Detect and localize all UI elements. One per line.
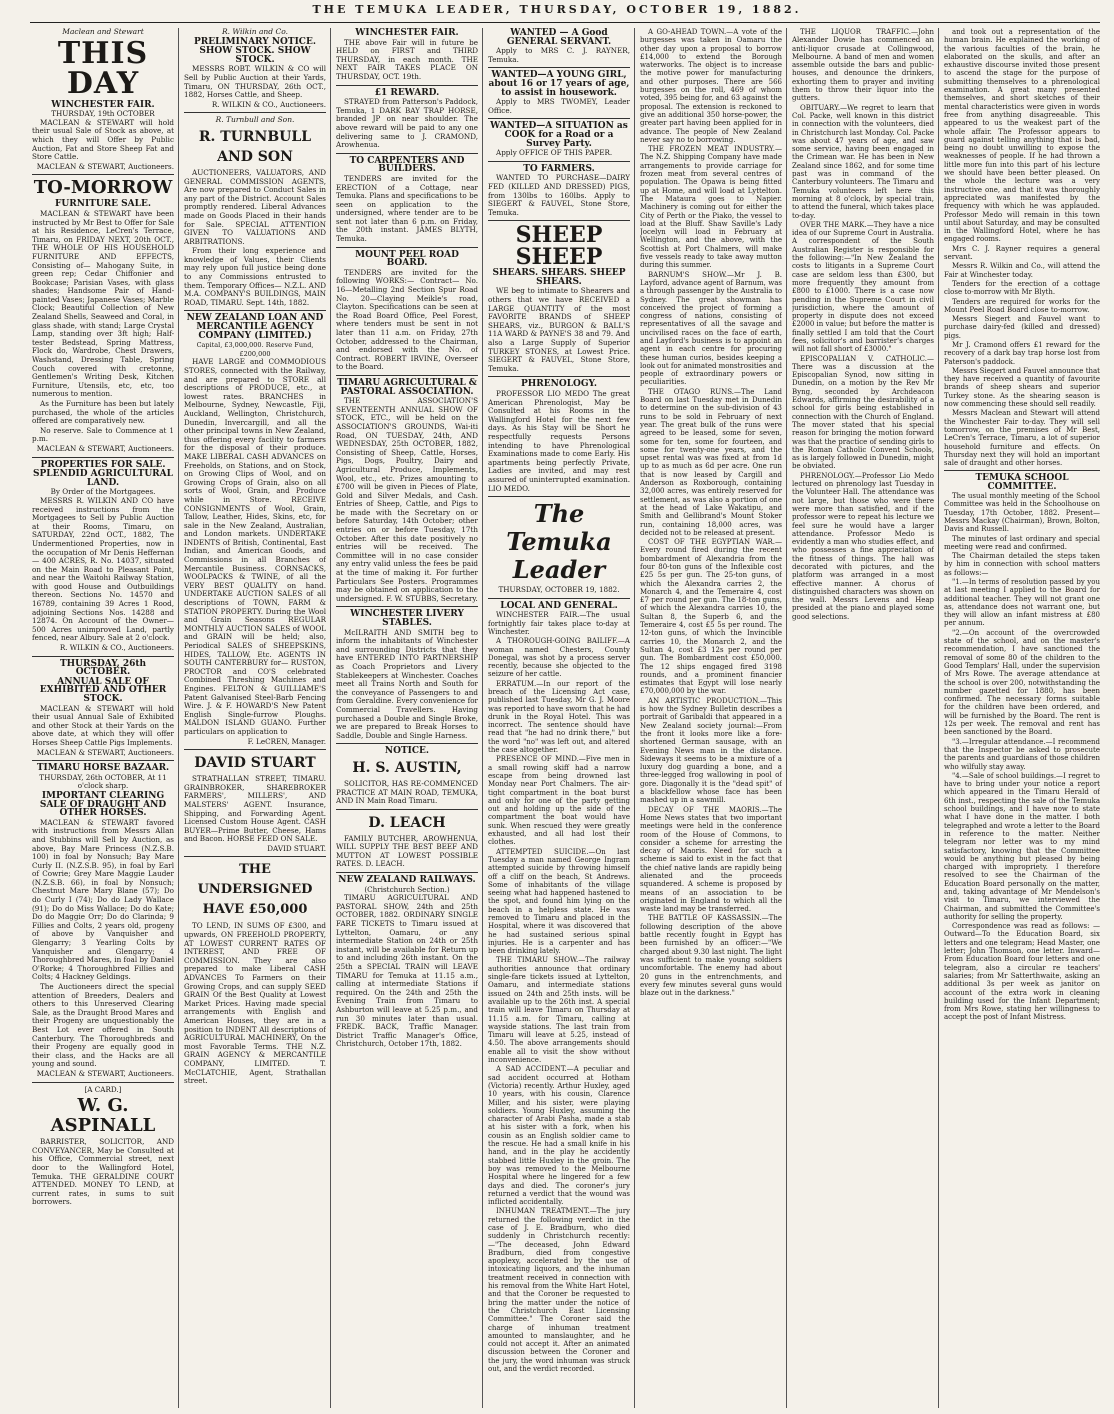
news-paragraph: OVER THE MARK.—They have a nice idea of our Supreme Court in Australia. A correspondent of the South Australian Register is responsible for the following:—"In New Zealand the costs to litigants in a Supreme Court case are seldom less than £300, but more frequently they amount from £800 to £1000. There is a case now pending in the Supreme Court in civil jurisdiction, where the amount of property in dispute does not exceed £2000 in value; but before the matter is finally settled I am told that the Court fees, solicitor's and barrister's charges will not fall short of £3000.": [792, 220, 934, 354]
news-paragraph: A GO-AHEAD TOWN.—A vote of the burgesses was taken in Oamaru the other day upon a proposal to borrow £14,000 to extend the Borough waterworks. The object is to increase the motive power for manufacturing and other purposes. There are 566 burgesses on the roll, 469 of whom voted, 395 being for, and 63 against the proposal. The extension is reckoned to give an additional 350 horse-power, the greater part having been applied for in advance. The people of New Zealand never say no to borrowing.: [640, 28, 782, 144]
news-paragraph: THE LIQUOR TRAFFIC.—John Alexander Dowie has commenced an anti-liquor crusade at Collingwood, Melbourne. A band of men and women assemble outside the bars and public-houses, and denounce the drinkers, exhorting them to prayer and inviting them to throw their liquor into the gutters.: [792, 28, 934, 103]
divider: [32, 457, 174, 458]
ad-headline: £1 REWARD.: [374, 87, 440, 98]
column-rule: [938, 28, 939, 1408]
news-paragraph: The minutes of last ordinary and special meeting were read and confirmed.: [944, 534, 1100, 551]
news-paragraph: Mr J. Cramond offers £1 reward for the recovery of a dark bay trap horse lost from Paterson's paddock.: [944, 340, 1100, 366]
divider: [336, 872, 478, 873]
ad-subheading: SHEARS. SHEARS. SHEEP SHEARS.: [492, 268, 626, 287]
news-paragraph: ERRATUM.—In our report of the breach of the Licensing Act case, published last Tuesday, Mr G. J. Moore was reported to have sworn that he had drunk in the Royal Hotel. This was incorrect. The sentence should have read that "he had no drink there," but the word "no" was left out, and altered the case altogether.: [488, 679, 630, 755]
column-rule: [786, 28, 787, 1408]
ad-signature: MACLEAN & STEWART, Auctioneers.: [36, 443, 174, 453]
news-paragraph: OBITUARY.—We regret to learn that Col. Packe, well known in this district in connection with the volunteers, died in Christchurch last Monday. Col. Packe was about 47 years of age, and saw some service, having been engaged in the Crimean war. He has been in New Zealand since 1862, and for some time past was in command of the Canterbury volunteers. The Timaru and Temuka volunteers left here this morning at 8 o'clock, by special train, to attend the funeral, which takes place to-day.: [792, 103, 934, 220]
news-paragraph: BARNUM'S SHOW.—Mr J. B. Layford, advance agent of Barnum, was a through passenger by the Australia to Sydney. The great showman has conceived the project of forming a congress of nations, consisting of representatives of all the savage and uncivilised races on the face of earth, and Layford's business is to appoint an agent in each centre for procuring these human curios, besides keeping a look out for animated monstrosities and people of extraordinary powers or peculiarities.: [640, 270, 782, 387]
ad-subheading: FURNITURE SALE.: [55, 199, 151, 210]
news-paragraph: ATTEMPTED SUICIDE.—On last Tuesday a man named George Ingram attempted suicide by throwing himself off a cliff on the beach, St Andrews. Some of inhabitants of the village seeing what had happened hastened to the spot, and found him lying on the beach in a helpless state. He was removed to Timaru and placed in the Hospital, where it was discovered that he had sustained serious spinal injuries. He is a carpenter and has been drinking lately.: [488, 847, 630, 956]
news-paragraph: Mrs C. J. Rayner requires a general servant.: [944, 244, 1100, 262]
ad-date: THURSDAY, 19th OCTOBER: [51, 109, 155, 119]
ad-headline: WANTED—A YOUNG GIRL, about 16 or 17 years of age, to assist in housework.: [488, 70, 630, 98]
ad-headline: NOTICE.: [384, 746, 430, 757]
ad-note: By Order of the Mortgagees.: [50, 487, 156, 497]
divider: [336, 247, 478, 248]
ad-body: THE above Fair will in future be HELD on FIRST and THIRD THURSDAY, in each month. THE NEXT FAIR TAKES PLACE ON THURSDAY, OCT. 19th.: [336, 37, 478, 81]
card-label: [A CARD.]: [84, 1084, 122, 1094]
divider: [488, 598, 630, 599]
ad-body: SOLICITOR, HAS RE-COMMENCED PRACTICE AT MAIN ROAD, TEMUKA, AND IN Main Road Timaru.: [336, 778, 478, 806]
ad-body: THE ASSOCIATION'S SEVENTEENTH ANNUAL SHOW OF STOCK, ETC., will be held on the ASSOCIATION'S GROUNDS, Wai-iti Road, ON TUESDAY, 24th, AND WEDNESDAY, 25th OCTOBER, 1882, Consisting of Sheep, Cattle, Horses, Pigs, Dogs, Poultry, Dairy and Agricultural Produce, Implements, Wool, etc., etc. Prizes amounting to £700 will be given in Pieces of Plate, Gold and Silver Medals, and Cash. Entries of Sheep, Cattle, and Pigs to be made with the Secretary on or before Saturday, 14th October; other entries on or before Tuesday, 17th October. After this date positively no entries will be received. The Committee will in no case consider any entry valid unless the fees be paid at the time of making it. For further Particulars See Posters. Programmes may be obtained on application to the undersigned. F. W. STUBBS, Secretary.: [336, 396, 478, 603]
ad-headline: NEW ZEALAND LOAN AND MERCANTILE AGENCY COMPANY (LIMITED.): [186, 313, 324, 341]
news-paragraph: The Chairman detailed the steps taken by him in connection with school matters as follows:—: [944, 552, 1100, 577]
ad-headline: WANTED — A Good GENERAL SERVANT.: [506, 28, 612, 47]
divider: [184, 856, 326, 857]
ad-body: Apply OFFICE OF THIS PAPER.: [496, 148, 613, 158]
news-paragraph: "2.—On account of the overcrowded state of the school, and on the master's recommendation, I have sanctioned the removal of some 80 of the children to the Good Templars' Hall, under the supervision of Mrs Rowe. The average attendance at the school is over 200, notwithstanding the number gazetted for 1880, has been confirmed. The necessary forms suitable for the children have been ordered, and will be furnished by the Board. The rent is 12s per week. The removal and rent has been sanctioned by the Board.: [944, 628, 1100, 737]
divider: [32, 760, 174, 761]
issue-date: THURSDAY, OCTOBER 19, 1882.: [498, 585, 620, 595]
news-paragraph: DECAY OF THE MAORIS.—The Home News states that two important meetings were held in the conference room of the House of Commons, to consider a scheme for arresting the decay of Maoris. Need for such a scheme is said to exist in the fact that the chief native lands are rapidly being alienated and the proceeds squandered. A scheme is proposed by means of an association to be originated in England to which all the waste land may be transferred.: [640, 805, 782, 914]
ad-body: HAVE LARGE and COMMODIOUS STORES, connected with the Railway, and are prepared to STORE all descriptions of PRODUCE, etc., at lowest rates. BRANCHES in Melbourne, Sydney, Newcastle, Fiji, Auckland, Wellington, Christchurch, Dunedin, Invercargill, and all the other principal towns in New Zealand, thus offering every facility to farmers for the disposal of their produce. MAKE LIBERAL CASH ADVANCES on Freeholds, on Stations, and on Stock, on Growing Clips of Wool, and on Growing Crops of Grain, also on all sorts of Wool, Grain, and Produce while in Store. RECEIVE CONSIGNMENTS of Wool, Grain, Tallow, Leather, Hides, Skins, etc, for sale in the New Zealand, Australian, and London markets. UNDERTAKE INDENTS of British, Continental, East Indian, and American Goods, and Commissions in all Branches of Mercantile Business. CORNSACKS, WOOLPACKS & TWINE, of all the VERY BEST QUALITY on hand. UNDERTAKE AUCTION SALES of all descriptions of TOWN, FARM & STATION PROPERTY. During the Wool and Grain Seasons REGULAR MONTHLY AUCTION SALES of WOOL and GRAIN will be held; also, Periodical SALES of SHEEPSKINS, HIDES, TALLOW, Etc. AGENTS IN SOUTH CANTERBURY for— RUSTON, PROCTOR and CO'S celebrated Combined Threshing Machines and Engines. FELTON & GUILLIAME'S Patent Galvanised Steel-Barb Fencing Wire. J. & F. HOWARD'S New Patent English Single-furrow Ploughs. MALDON ISLAND GUANO. Further particulars on application to: [184, 357, 326, 736]
masthead-rule: [30, 22, 1100, 23]
news-paragraph: "3.—Irregular attendance.—I recommend that the Inspector be asked to prosecute the parents and guardians of those children who wilfully stay away.: [944, 737, 1100, 771]
news-paragraph: The usual monthly meeting of the School Committee was held in the Schoolhouse on Tuesday, 17th October, 1882. Present—Messrs Mackay (Chairman), Brown, Bolton, Davis and Russell.: [944, 492, 1100, 534]
ad-headline: R. TURNBULL AND SON: [198, 128, 312, 165]
news-paragraph: THE FROZEN MEAT INDUSTRY.—The N.Z. Shipping Company have made arrangements to provide carriage for frozen meat from several centres of population. The Opawa is being fitted up at Home, and will load at Lyttelton. The Mataura goes to Napier. Machinery is coming out for either the City of Perth or the Piako, the vessel to load at the Bluff. Shaw Saville's Lady Jocelyn will load in February at Wellington, and the above, with the Scottish at Port Chalmers, will make five vessels ready to take away mutton during this summer.: [640, 145, 782, 270]
ad-headline: D. LEACH: [368, 814, 446, 831]
ad-body: As the Furniture has been but lately purchased, the whole of the articles offered are comparatively new.: [32, 399, 174, 426]
ad-subheading: WINCHESTER FAIR.: [51, 99, 155, 110]
ad-date: THURSDAY, 26th OCTOBER, At 11 o'clock sharp.: [39, 772, 167, 791]
ad-signature: MACLEAN & STEWART, Auctioneers.: [36, 1068, 174, 1078]
ad-headline: W. G. ASPINALL: [50, 1095, 156, 1137]
ad-subheading: IMPORTANT CLEARING SALE OF DRAUGHT AND OTHER HORSES.: [39, 790, 167, 819]
ad-body: FAMILY BUTCHER, AROWHENUA, WILL SUPPLY THE BEST BEEF AND MUTTON AT LOWEST POSSIBLE RATES. D. LEACH.: [336, 833, 478, 869]
news-paragraph: A THOROUGH-GOING BAILIFF.—A woman named Chesters, County Donegal, was shot by a process server recently, because she objected to the seizure of her cattle.: [488, 637, 630, 679]
news-paragraph: THE BATTLE OF KASSASSIN.—The following description of the above battle recently fought in Egypt has been furnished by an officer:—"We charged about 9.30 last night. The light was sufficient to make young soldiers uncomfortable. The enemy had about 20 guns in the entrenchments, and every few minutes several guns would blaze out in the darkness.": [640, 914, 782, 998]
ad-headline: PHRENOLOGY.: [521, 379, 597, 390]
news-paragraph: INHUMAN TREATMENT.—The jury returned the following verdict in the case of J. E. Bradburn, who died suddenly in Christchurch recently:—"The deceased, John Edward Bradburn, died from congestive apoplexy, accelerated by the use of intoxicating liquors, and the inhuman treatment received in connection with his removal from the White Hart Hotel, and that the Coroner be requested to bring the matter under the notice of the Christchurch East Licensing Committee." The Coroner said the charge of inhuman treatment amounted to manslaughter, and he could not accept it. After an animated discussion between the Coroner and the jury, the word inhuman was struck out, and the verdict recorded.: [488, 1207, 630, 1374]
ad-signature: DAVID STUART.: [267, 843, 326, 853]
divider: [336, 809, 478, 810]
ad-body: MESSRS ROBT. WILKIN & CO will Sell by Public Auction at their Yards, Timaru, ON THURSDAY, 26th OCT., 1882, Horses Cattle, and Sheep.: [184, 64, 326, 100]
ad-body: TENDERS are invited for the ERECTION of a Cottage, near Temuka. Plans and specifications to be seen on application to the undersigned, where tender are to be sent not later than 6 p.m. on Friday, the 20th instant. JAMES BLYTH, Temuka.: [336, 173, 478, 244]
divider: [488, 161, 630, 162]
divider: [488, 376, 630, 377]
news-paragraph: "1.—In terms of resolution passed by you at last meeting I applied to the Board for additional teacher. They will not grant one as, attendance does not warrant one, but they will allow an infant mistress at £80 per annum.: [944, 578, 1100, 628]
ad-headline: PROPERTIES FOR SALE.: [40, 459, 166, 470]
news-paragraph: PRESENCE OF MIND.—Five men in a small rowing skiff had a narrow escape from being drowned last Monday near Port Chalmers. The air-tight compartment in the boat burst and only for one of the party getting out and holding up the side of the compartment the boat would have sunk. When rescued they were greatly exhausted, and all had lost their clothes.: [488, 755, 630, 847]
ad-headline: THURSDAY, 26th OCTOBER.: [59, 658, 147, 678]
advertiser-name: R. Turnbull and Son.: [215, 115, 295, 125]
newspaper-title: The Temuka Leader: [506, 499, 612, 585]
advertiser-name: R. Wilkin and Co.: [222, 28, 288, 36]
ad-headline: WINCHESTER FAIR.: [355, 28, 459, 38]
divider: [184, 112, 326, 113]
ad-signature: MACLEAN & STEWART, Auctioneers.: [36, 161, 174, 171]
ad-body: Apply to MRS TWOMEY, Leader Office.: [488, 97, 630, 115]
ad-subheading: SHOW STOCK. SHOW STOCK.: [199, 46, 311, 65]
section-heading: TEMUKA SCHOOL COMMITTEE.: [975, 473, 1069, 492]
ad-body: AUCTIONEERS, VALUATORS, AND GENERAL COMMISSION AGENTS, Are now prepared to Conduct Sales in any part of the District. Account Sales promptly rendered. Liberal Advances made on Goods Placed in their hands for Sale. SPECIAL ATTENTION GIVEN TO VALUATIONS AND ARBITRATIONS.: [184, 167, 326, 246]
ad-body: WANTED TO PURCHASE—DAIRY FED (KILLED AND DRESSED) PIGS, from 130lbs to 160lbs. Apply to SIEGERT & FAUVEL, Stone Store, Temuka.: [488, 173, 630, 217]
column-rule: [482, 28, 483, 1408]
column-2: [184, 28, 326, 1408]
ad-body: PROFESSOR LIO MEDO The great American Phrenologist, May be Consulted at his Rooms in the Wallingford Hotel for the next few days. As his Stay will be Short he respectfully requests Persons intending to have Phrenological Examinations made to come Early. His apartments being perfectly Private, Ladies are invited, and may rest assured of uninterrupted examination. LIO MEDO.: [488, 389, 630, 493]
column-1: [32, 28, 174, 1408]
ad-body: MACLEAN & STEWART favored with instructions from Messrs Allan and Stubbins will Sell by Auction, as above, Bay Mare Princess (N.Z.S.B. 100) in foal by Nonsuch; Bay Mare Curly II. (N.Z.S.B. 95), in foal by Earl of Cowrie; Grey Mare Maggie Lauder (N.Z.S.B. 66), in foal by Nonsuch; Chestnut Mare Mary Blane (57); Do do Curly I (74); Do do Lady Wallace (91); Do do Miss Wallace; Do do Kate; Do do Maggie Orr; Do do Clarinda; 9 Fillies and Colts, 2 years old, progeny of above by Vanquisher and Glengarry; 3 Yearling Colts by Vanquisher and Glengarry; 4 Thoroughbred Mares, in foal by Daniel O'Rorke; 4 Thoroughbred Fillies and Colts; 4 Hackney Geldings.: [32, 817, 174, 982]
ad-headline: THE UNDERSIGNED HAVE £50,000: [197, 862, 313, 918]
ad-body: BARRISTER, SOLICITOR, AND CONVEYANCER, May be Consulted at his Office, Commercial street, next door to the Wallingford Hotel, Temuka. THE GERALDINE COURT ATTENDED. MONEY TO LEND, at current rates, in sums to suit borrowers.: [32, 1137, 174, 1207]
page-masthead: THE TEMUKA LEADER, THURSDAY, OCTOBER 19, 1882.: [312, 3, 802, 16]
news-paragraph: PHRENOLOGY.—Professor Lio Medo lectured on phrenology last Tuesday in the Volunteer Hall. The attendance was not large, but those who were there were more than satisfied, and if the professor were to repeat his lecture we feel sure he would have a larger attendance. Professor Medo is evidently a man who studies effect, and who possesses a fine appreciation of the fitness of things. The hall was decorated with pictures, and the platform was arranged in a most effective manner. A chorus of distinguished characters was shown on the wall. Messrs Levens and Heap presided at the piano and played some good selections.: [792, 471, 934, 621]
ad-signature: R. WILKIN & CO., Auctioneers.: [211, 99, 326, 109]
divider: [488, 118, 630, 119]
divider: [944, 470, 1100, 471]
ad-headline: DAVID STUART: [194, 755, 316, 772]
divider: [336, 606, 478, 607]
ad-subheading: SPLENDID AGRICULTURAL LAND.: [33, 469, 173, 488]
news-paragraph: THE OTAGO RUNS.—The Land Board on last Tuesday met in Dunedin to determine on the sub-division of 43 runs to be sold in February of next year. The great bulk of the runs were agreed to be leased, some for seven, some for ten, some for fourteen, and some for twenty-one years, and the upset rental was was fixed at from 1d up to as much as 6d per acre. One run that is now leased by Cargill and Anderson as Roxborough, containing 32,000 acres, was entirely reserved for settlement, as was also a portion of one at the head of Lake Wakatipu, and Smith and Gellibrand's Mount Stoker run, containing 18,000 acres, was decided not to be released at present.: [640, 387, 782, 537]
divider: [488, 67, 630, 68]
ad-body: MACLEAN & STEWART have been instructed by Mr Best to Offer for Sale at his Residence, LeCren's Terrace, Timaru, on FRIDAY NEXT, 20th OCT., THE WHOLE OF HIS HOUSEHOLD FURNITURE AND EFFECTS, Consisting of— Mahogany Suite, in green rep; Cedar Chiffonier and Bookcase; Parisian Vases, with glass shades; Handsome Pair of Hand-painted Vases; Japanese Vases; Marble Clock; Beautiful Collection of New Zealand Shells, Seaweed and Coral, in glass shade, with stand; Large Crystal Lamp, standing over 3ft high; Half-tester Bedstead, Spring Mattress, Flock do, Wardrobe, Chest Drawers, Washstand, Dressing Table, Spring Couch covered with cretonne, Gentlemen's Writing Desk, Kitchen Furniture, Utensils, etc, etc, too numerous to mention.: [32, 208, 174, 399]
ad-body: The Auctioneers direct the special attention of Breeders, Dealers and others to this Unreserved Clearing Sale, as the Draught Brood Mares and their Progeny are unquestionably the Best Lot ever offered in South Canterbury. The Thoroughbreds and their Progeny are equally good in their class, and the Hacks are all young and sound.: [32, 982, 174, 1069]
ad-headline: TIMARU HORSE BAZAAR.: [36, 763, 170, 774]
column-rule: [330, 28, 331, 1408]
news-paragraph: and took out a representation of the human brain. He explained the working of the various faculties of the brain, he elaborated on the skulls, and after an exhaustive discourse invited those present to ascend the stage for the purpose of submitting themselves to a phrenological examination. A great many presented themselves, and short sketches of their mental characteristics were given in words free from anything disagreeable. This appeared to us the weakest part of the whole affair. The Professor appears to guard against telling anything that is bad, being no doubt unwilling to expose the weaknesses of people. If he had thrown a little more fun into this part of his lecture we should have been better pleased. On the whole the lecture was a very instructive one, and that it was thoroughly appreciated was manifested by the frequency with which he was applauded. Professor Medo will remain in this town until about Saturday, and may be consulted in the Wallingford Hotel, where he has engaged rooms.: [944, 28, 1100, 244]
column-5: [640, 28, 782, 1408]
divider: [336, 743, 478, 744]
divider: [488, 496, 630, 497]
news-paragraph: WINCHESTER FAIR.—The usual fortnightly fair takes place to-day at Winchester.: [488, 611, 630, 636]
divider: [32, 656, 174, 657]
ad-body: STRATHALLAN STREET, TIMARU. GRAINBROKER, SHAREBROKER FARMERS', MILLERS', AND MALSTERS' AGENT. Insurance, Shipping, and Forwarding Agent. Licensed Custom House Agent. CASH BUYER—Prime Butter, Cheese, Hams and Bacon. HORSE FEED ON SALE.: [184, 774, 326, 844]
ad-body: TENDERS are invited for the following WORKS:— Contract— No. 16—Metalling 2nd Section Spur Road No. 20—Claying Meikle's road, Clayton. Specifications can be seen at the Road Board Office, Peel Forest, where tenders must be sent in not later than 11 a.m. on Friday, 27th October, addressed to the Chairman, and endorsed with the No. of Contract. ROBERT IRVINE, Overseer to the Board.: [336, 267, 478, 372]
ad-subheading: (Christchurch Section.): [364, 884, 450, 894]
ad-body: From their long experience and knowledge of Values, their Clients may rely upon full justice being done to any Commissions entrusted to them. Temporary Offices— N.Z.L. AND M.A. COMPANY'S BUILDINGS, MAIN ROAD, TIMARU. Sept. 14th, 1882.: [184, 246, 326, 307]
news-paragraph: Messrs Maclean and Stewart will attend the Winchester Fair to-day. They will sell tomorrow, on the premises of Mr Best, LeCren's Terrace, Timaru, a lot of superior household furniture and effects. On Thursday next they will hold an important sale of draught and other horses.: [944, 409, 1100, 468]
section-heading: LOCAL AND GENERAL.: [500, 600, 618, 611]
ad-signature: R. WILKIN & CO., Auctioneers.: [59, 643, 174, 653]
ad-body: TIMARU AGRICULTURAL AND PASTORAL SHOW, 24th and 25th OCTOBER, 1882. ORDINARY SINGLE FARE TICKETS to Timaru issued at Lyttelton, Oamaru, or any intermediate Station on 24th or 25th instant, will be available for Return up to and including 26th instant. On the 25th a SPECIAL TRAIN will LEAVE TIMARU for Temuka at 11.15 a.m., calling at intermediate Stations if required. On the 24th and 25th the Evening Train from Timaru to Ashburton will leave at 5.25 p.m., and run 30 minutes later than usual. FREDK. BACK, Traffic Manager. District Traffic Manager's Office, Christchurch, October 17th, 1882.: [336, 893, 478, 1049]
ad-body: No reserve. Sale to Commence at 1 p.m.: [32, 425, 174, 444]
news-paragraph: Correspondence was read as follows: —Outward—To the Education Board, six letters and one telegram; Head Master, one letter; John Thomson, one letter. Inward—From Education Board four letters and one telegram, also a circular re teachers' salaries; from Mr Satterthwaite, asking an additional 3s per week as janitor on account of the extra work in cleaning building used for the Infant Department; from Mrs Rowe, stating her willingness to accept the post of Infant Mistress.: [944, 922, 1100, 1022]
column-6: [792, 28, 934, 1408]
ad-body: WE beg to intimate to Shearers and others that we have RECEIVED a LARGE QUANTITY of the most FAVORITE BRANDS of SHEEP SHEARS, viz., BURGON & BALL'S 11A WARD & PAYNE'S 38 and 79. And also a Large Supply of Superior TURKEY STONES, at Lowest Price. SIEGERT & FAUVEL, Stone Store, Temuka.: [488, 286, 630, 373]
news-paragraph: THE TIMARU SHOW.—The railway authorities announce that ordinary single-fare tickets issued at Lyttelton, Oamaru, and intermediate stations issued on 24th and 25th insts. will be available up to the 26th inst. A special train will leave Timaru on Thursday at 11.15 a.m. for Timaru, calling at wayside stations. The last train from Timaru will leave at 5.25, instead of 4.50. The above arrangements should enable all to visit the show without inconvenience.: [488, 956, 630, 1065]
ad-body: TO LEND, IN SUMS OF £300, and upwards, ON FREEHOLD PROPERTY, AT LOWEST CURRENT RATES OF INTEREST, AND FREE OF COMMISSION. They are also prepared to make Liberal CASH ADVANCES To Farmers on their Growing Crops, and can supply SEED GRAIN Of the Best Quality at Lowest Market Prices. Having made special arrangements with English and American Houses, they are in a position to INDENT All descriptions of AGRICULTURAL MACHINERY, On the most Favorable Terms. THE N.Z. GRAIN AGENCY & MERCANTILE COMPANY, LIMITED. T. McCLATCHIE, Agent, Strathallan street.: [184, 921, 326, 1086]
ad-body: Apply to MRS C. J. RAYNER, Temuka.: [488, 46, 630, 64]
ad-body: STRAYED from Patterson's Paddock, Temuka, 1 DARK BAY TRAP HORSE, branded JP on near shoulder. The above reward will be paid to any one delivering same to J. CRAMOND, Arowhenua.: [336, 97, 478, 150]
ad-note: Capital, £3,000,000. Reserve Fund, £200,000: [196, 341, 314, 358]
news-paragraph: Tenders are required for works for the Mount Peel Road Board close to-morrow.: [944, 297, 1100, 314]
ad-headline: TO FARMERS.: [523, 163, 595, 174]
advertiser-name: Maclean and Stewart: [62, 28, 144, 36]
news-paragraph: "4.—Sale of school buildings.—I regret to have to bring under your notice a report which appeared in the Timaru Herald of 6th inst., respecting the sale of the Temuka school buildings, and I have now to state what I have done in the matter. I both telegraphed and wrote a letter to the Board in reference to the matter. Neither telegram nor letter was to my mind satisfactory, knowing that the Committee would be anything but pleased by being charged with impropriety. I therefore resolved to see the Chairman of the Education Board personally on the matter, and, taking advantage of Mr Mendelson's visit to Timaru, we interviewed the Chairman, and submitted the Committee's authority for selling the property.: [944, 771, 1100, 921]
divider: [32, 174, 174, 175]
column-3: [336, 28, 478, 1408]
ad-body: McILRAITH AND SMITH beg to inform the inhabitants of Winchester and surrounding Districts that they have ENTERED INTO PARTNERSHIP as Coach Proprietors and Livery Stablekeepers at Winchester. Coaches meet all Trains North and South for the conveyance of Passengers to and from Geraldine. Every convenience for Commercial Travellers. Having purchased a Double and Single Broke, we are prepared to Break Horses to Saddle, Double and Single Harness.: [336, 627, 478, 740]
ad-headline: PRELIMINARY NOTICE.: [194, 36, 316, 47]
ad-headline: WINCHESTER LIVERY STABLES.: [350, 609, 464, 628]
ad-subheading: ANNUAL SALE OF EXHIBITED AND OTHER STOCK.: [39, 676, 167, 704]
ad-signature: MACLEAN & STEWART, Auctioneers.: [36, 747, 174, 757]
news-paragraph: A SAD ACCIDENT.—A peculiar and sad accident occurred at Hotham (Victoria) recently. Arthur Huxley, aged 10 years, with his cousin, Clarence Miller, and his sister, were playing soldiers. Young Huxley, assuming the character of Arabi Pasha, made a stab at his sister with a fork, when his cousin as an English soldier came to the rescue. He had a small knife in his hand, and in the play he accidently stabbed little Huxley in the groin. The boy was removed to the Melbourne Hospital where he lingered for a few days and died. The coroner's jury returned a verdict that the wound was inflicted accidentally.: [488, 1065, 630, 1207]
column-rule: [178, 28, 179, 1408]
ad-headline: H. S. AUSTIN,: [352, 759, 462, 776]
divider: [488, 220, 630, 221]
news-paragraph: Messrs R. Wilkin and Co., will attend the Fair at Winchester today.: [944, 262, 1100, 279]
column-rule: [634, 28, 635, 1408]
ad-headline: SHEEP SHEEP: [515, 222, 603, 271]
news-paragraph: Tenders for the erection of a cottage close to-morrow with Mr Blyth.: [944, 279, 1100, 297]
ad-headline: MOUNT PEEL ROAD BOARD.: [355, 249, 459, 269]
ad-body: MACLEAN & STEWART will hold their usual Sale of Stock as above, at which they will Offer by Public Auction, Fat and Store Sheep Fat and Store Cattle.: [32, 117, 174, 162]
news-paragraph: Messrs Siegert and Fauvel want to purchase dairy-fed (killed and dressed) pigs.: [944, 315, 1100, 340]
divider: [184, 749, 326, 750]
divider: [184, 310, 326, 311]
divider: [336, 153, 478, 154]
divider: [336, 375, 478, 376]
ad-headline: NEW ZEALAND RAILWAYS.: [338, 875, 476, 886]
news-paragraph: AN ARTISTIC PRODUCTION.—This is how the Sydney Bulletin describes a portrait of Garibaldi that appeared in a New Zealand society journal:—From the front it looks more like a fore-shortened German sausage, with an Evening News man in the distance. Sideways it seems to be a mixture of a luxury dog guarding a bone, and a three-legged frog wallowing in pool of gore. Diagonally it is the "dead spit" of a blackfellow whose face has been mashed up in a sawmill.: [640, 696, 782, 805]
news-paragraph: EPISCOPALIAN V. CATHOLIC.—There was a discussion at the Episcopalian Synod, now sitting in Dunedin, on a motion by the Rev Mr Byng, seconded by Archdeacon Edwards, affirming the desirability of a school for girls being established in connection with the Church of England. The mover stated that his special reason for bringing the motion forward was that the practice of sending girls to the Roman Catholic Convent Schools, as is largely followed in Dunedin, might be obviated.: [792, 354, 934, 471]
column-4: [488, 28, 630, 1408]
ad-headline: TO CARPENTERS AND BUILDERS.: [349, 155, 465, 175]
divider: [32, 1082, 174, 1083]
ad-headline: TO-MORROW: [33, 177, 173, 199]
ad-headline: WANTED—A SITUATION as COOK for a Road or a Survey Party.: [490, 121, 628, 149]
ad-signature: F. LeCREN, Manager.: [247, 736, 326, 746]
news-paragraph: COST OF THE EGYPTIAN WAR.—Every round fired during the recent bombardment of Alexandria from the four 80-ton guns of the Inflexible cost £25 5s per gun. The 25-ton guns, of which the Alexandra carries 2, the Monarch 4, and the Temeraire 4, cost £7 per round per gun. The 18-ton guns, of which the Alexandra carries 10, the Sultan 8, the Superb 6, and the Temeraire 4, cost £5 5s per round. The 12-ton guns, of which the Invincible carries 10, the Monarch 2, and the Sultan 4, cost £3 12s per round per gun. The Bombardment cost £50,000. The 12 ships engaged fired 3198 rounds, and a prominent financier estimates that Egypt will lose nearly £70,000,000 by the war.: [640, 538, 782, 696]
news-paragraph: Messrs Siegert and Fauvel announce that they have received a quantity of favourite brands of sheep shears and superior Turkey stone. As the shearing season is now commencing these should sell readily.: [944, 366, 1100, 409]
ad-headline: TIMARU AGRICULTURAL & PASTORAL ASSOCIATION.: [337, 377, 477, 397]
ad-headline: THIS DAY: [57, 35, 149, 101]
column-7: [944, 28, 1100, 1408]
ad-body: MESSRS R. WILKIN AND CO have received instructions from the Mortgagees to Sell by Public Auction at their Rooms, Timaru, on SATURDAY, 22nd OCT., 1882, The Undermentioned Properties, now in the occupation of Mr Denis Heffernan— 400 ACRES, R. No. 14037, situated on the Main Road to Pleasant Point, and near the Waitohi Railway Station, with good House and Outbuildings thereon. Sections No. 14570 and 16789, containing 39 Acres 1 Rood, adjoining Sections Nos. 14288 and 12874. On Account of the Owner— 500 Acres unimproved Land, partly fenced, near Albury. Sale at 2 o'clock.: [32, 495, 174, 643]
ad-body: MACLEAN & STEWART will hold their usual Annual Sale of Exhibited and other Stock at their Yards on the above date, at which they will offer Horses Sheep Cattle Pigs Implements.: [32, 703, 174, 747]
divider: [336, 85, 478, 86]
